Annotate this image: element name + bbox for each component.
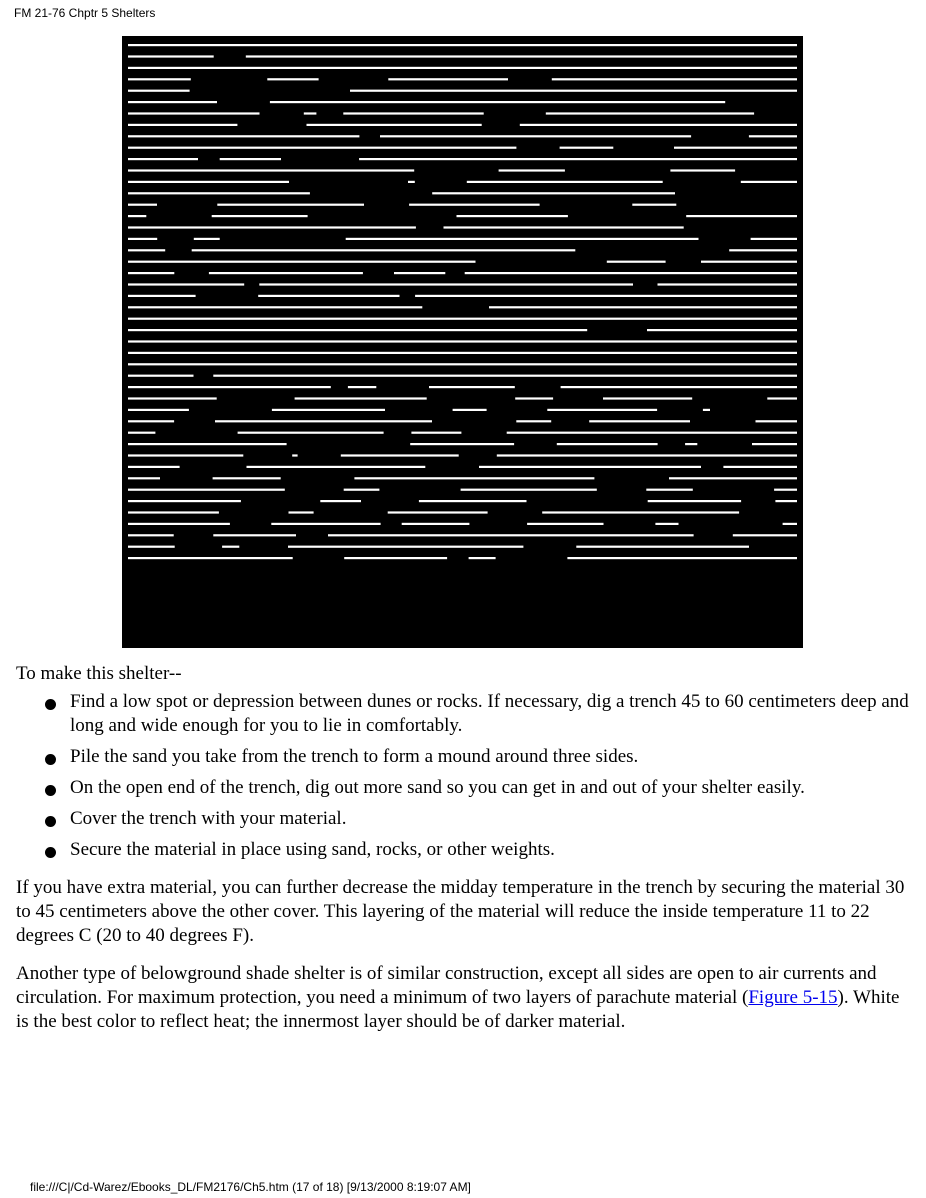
list-item — [70, 807, 911, 831]
bullet-icon — [45, 785, 56, 796]
scan-line — [128, 226, 684, 228]
scan-line — [128, 158, 797, 160]
scan-line — [128, 67, 797, 69]
scan-line — [128, 147, 797, 149]
scan-line — [128, 124, 797, 126]
scan-line — [128, 375, 797, 377]
bullet-icon — [45, 816, 56, 827]
list-item-text: Pile the sand you take from the trench to form a mound around three sides. — [70, 746, 639, 767]
scan-line — [128, 329, 797, 331]
scan-line — [128, 318, 797, 320]
scan-line — [128, 352, 797, 354]
scan-line — [128, 112, 754, 114]
list-item-text: Find a low spot or depression between dunes or rocks. If necessary, dig a trench 45 to 60 centimeters deep and long and wide enough for you to lie in comfortably. — [70, 691, 909, 736]
page-header-title: FM 21-76 Chptr 5 Shelters — [14, 6, 156, 20]
scan-line — [128, 215, 797, 217]
bullet-icon — [45, 847, 56, 858]
list-item — [70, 776, 911, 800]
paragraph-text-after: ). White is the best color to reflect heat; the innermost layer should be of darker material. — [16, 987, 900, 1032]
bullet-icon — [45, 699, 56, 710]
steps-list — [16, 690, 911, 862]
paragraph-extra-material: If you have extra material, you can further decrease the midday temperature in the trench by securing the material 30 to 45 centimeters above the other cover. This layering of the material will reduce the inside temperature 11 to 22 degrees C (20 to 40 degrees F). — [16, 877, 905, 946]
paragraph-text-before: Another type of belowground shade shelter is of similar construction, except all sides are open to air currents and circulation. For maximum protection, you need a minimum of two layers of parachute material ( — [16, 963, 877, 1008]
scan-line — [128, 44, 797, 46]
figure-scanlines — [122, 36, 803, 648]
intro-text: To make this shelter-- — [16, 663, 182, 684]
scan-line — [128, 386, 797, 388]
list-item-text: Secure the material in place using sand, rocks, or other weights. — [70, 839, 555, 860]
scan-line — [128, 340, 797, 342]
scan-line — [128, 443, 797, 445]
list-item-text: Cover the trench with your material. — [70, 808, 347, 829]
document-body — [16, 662, 911, 1034]
scan-line — [128, 500, 797, 502]
page-footer-path: file:///C|/Cd-Warez/Ebooks_DL/FM2176/Ch5.htm (17 of 18) [9/13/2000 8:19:07 AM] — [30, 1180, 471, 1194]
scan-line — [128, 283, 797, 285]
list-item — [70, 838, 911, 862]
list-item — [70, 690, 911, 738]
figure-5-15-link[interactable]: Figure 5-15 — [748, 987, 838, 1008]
list-item — [70, 745, 911, 769]
scan-line — [128, 363, 797, 365]
figure-image — [122, 36, 803, 648]
bullet-icon — [45, 754, 56, 765]
paragraph-belowground-shelter — [16, 962, 911, 1034]
list-item-text: On the open end of the trench, dig out more sand so you can get in and out of your shelter easily. — [70, 777, 805, 798]
scan-line — [128, 477, 797, 479]
